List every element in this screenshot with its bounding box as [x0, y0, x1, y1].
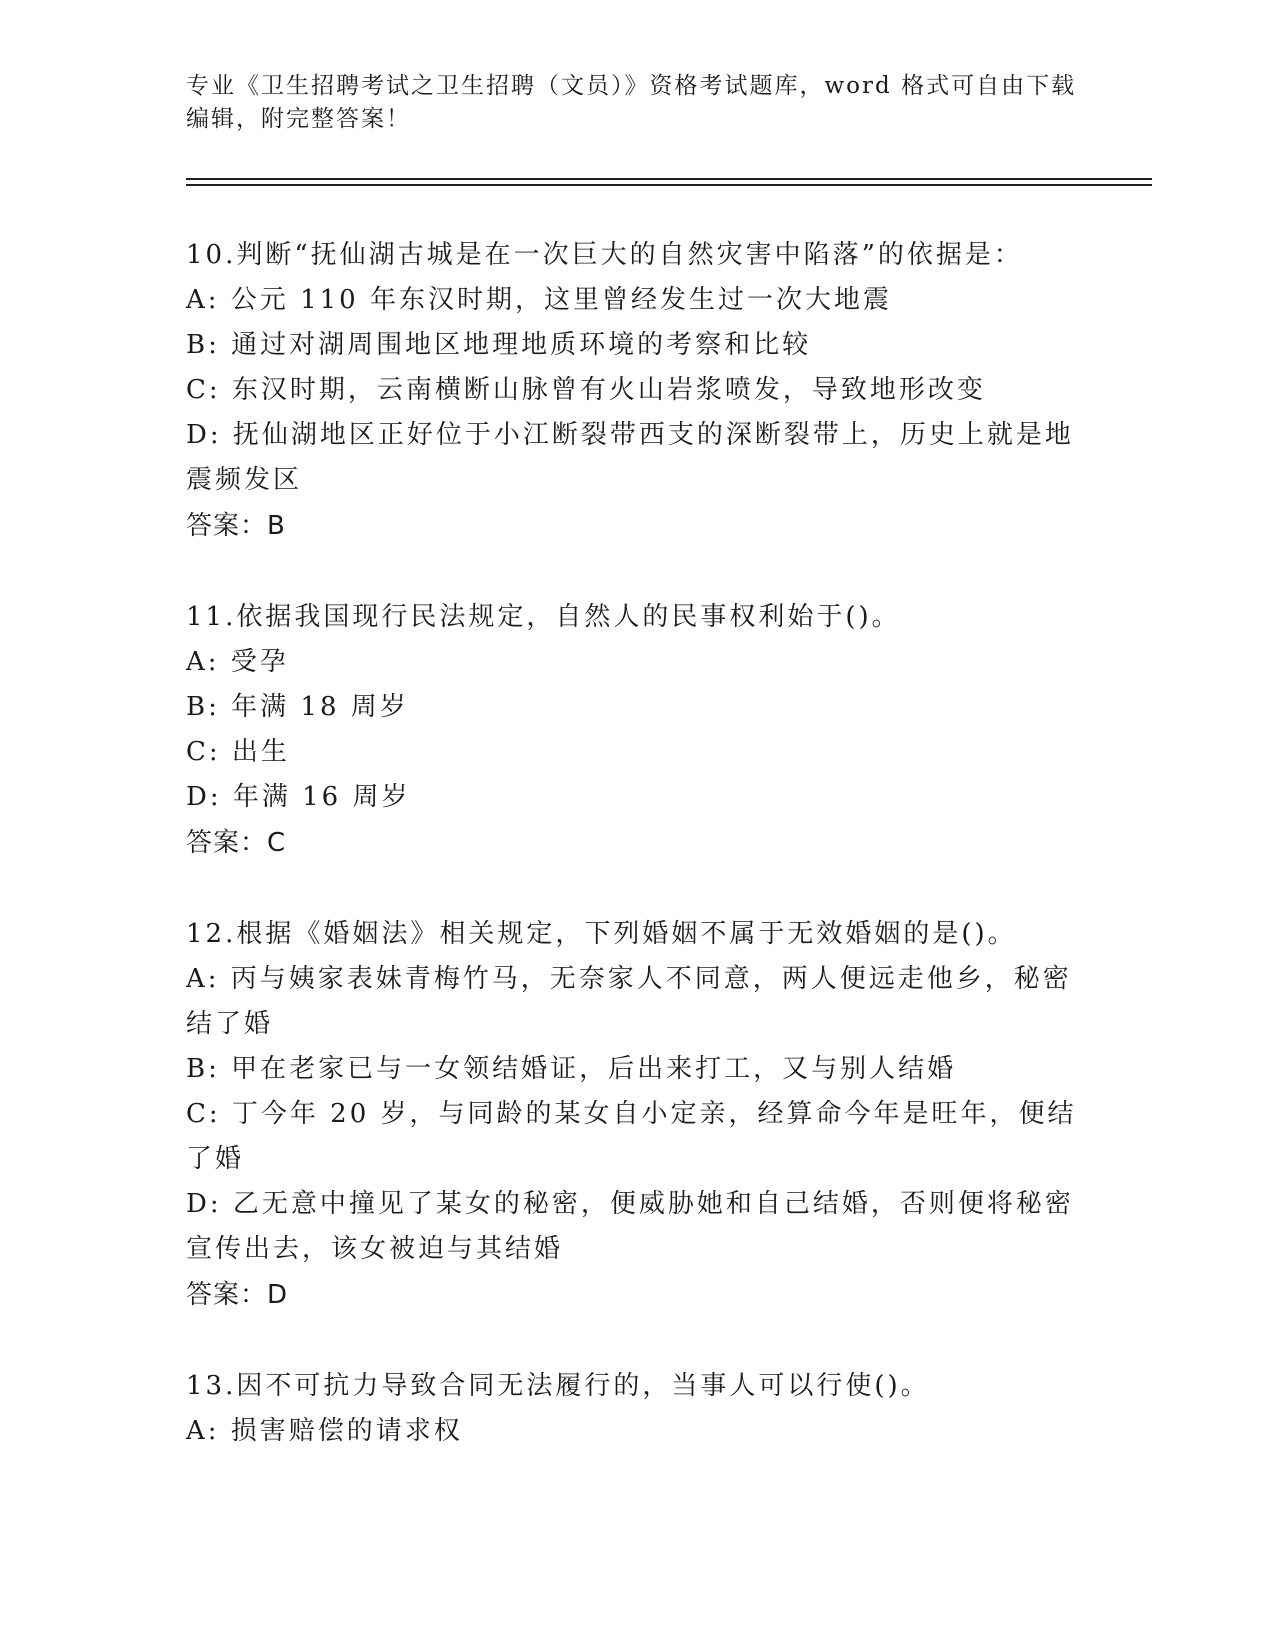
option-b: B: 年满 18 周岁: [186, 692, 409, 722]
question-12: [186, 912, 1086, 1318]
question-stem: 10.判断“抚仙湖古城是在一次巨大的自然灾害中陷落”的依据是：: [186, 240, 1023, 270]
question-stem: 12.根据《婚姻法》相关规定，下列婚姻不属于无效婚姻的是()。: [186, 919, 1017, 949]
option-b: B: 通过对湖周围地区地理地质环境的考察和比较: [186, 330, 812, 360]
option-d-continued: 震频发区: [186, 465, 303, 495]
option-c: C: 东汉时期，云南横断山脉曾有火山岩浆喷发，导致地形改变: [186, 375, 986, 405]
header-divider-top: [186, 178, 1152, 180]
question-stem: 13.因不可抗力导致合同无法履行的，当事人可以行使()。: [186, 1371, 930, 1401]
document-header: [186, 70, 1086, 136]
option-d-continued: 宣传出去，该女被迫与其结婚: [186, 1234, 564, 1264]
option-a: A: 受孕: [186, 647, 289, 677]
option-c: C: 丁今年 20 岁，与同龄的某女自小定亲，经算命今年是旺年，便结: [186, 1099, 1077, 1129]
option-c: C: 出生: [186, 737, 290, 767]
question-10: [186, 233, 1086, 549]
option-a: A: 丙与姨家表妹青梅竹马，无奈家人不同意，两人便远走他乡，秘密: [186, 964, 1072, 994]
option-a-continued: 结了婚: [186, 1009, 274, 1039]
answer-label: 答案：D: [186, 1280, 289, 1310]
option-d: D: 乙无意中撞见了某女的秘密，便威胁她和自己结婚，否则便将秘密: [186, 1189, 1074, 1219]
question-stem: 11.依据我国现行民法规定，自然人的民事权利始于()。: [186, 602, 901, 632]
option-b: B: 甲在老家已与一女领结婚证，后出来打工，又与别人结婚: [186, 1054, 957, 1084]
header-line-2: 编辑，附完整答案！: [186, 106, 411, 132]
answer-label: 答案：C: [186, 828, 287, 858]
option-d: D: 年满 16 周岁: [186, 782, 411, 812]
option-d: D: 抚仙湖地区正好位于小江断裂带西支的深断裂带上，历史上就是地: [186, 420, 1074, 450]
option-c-continued: 了婚: [186, 1144, 245, 1174]
question-13: [186, 1364, 1086, 1454]
header-divider-bottom: [186, 184, 1152, 186]
answer-label: 答案：B: [186, 511, 286, 541]
option-a: A: 损害赔偿的请求权: [186, 1416, 463, 1446]
question-11: [186, 595, 1086, 866]
question-list: [186, 233, 1086, 1500]
option-a: A: 公元 110 年东汉时期，这里曾经发生过一次大地震: [186, 285, 892, 315]
header-line-1: 专业《卫生招聘考试之卫生招聘（文员）》资格考试题库，word 格式可自由下载: [186, 73, 1077, 99]
